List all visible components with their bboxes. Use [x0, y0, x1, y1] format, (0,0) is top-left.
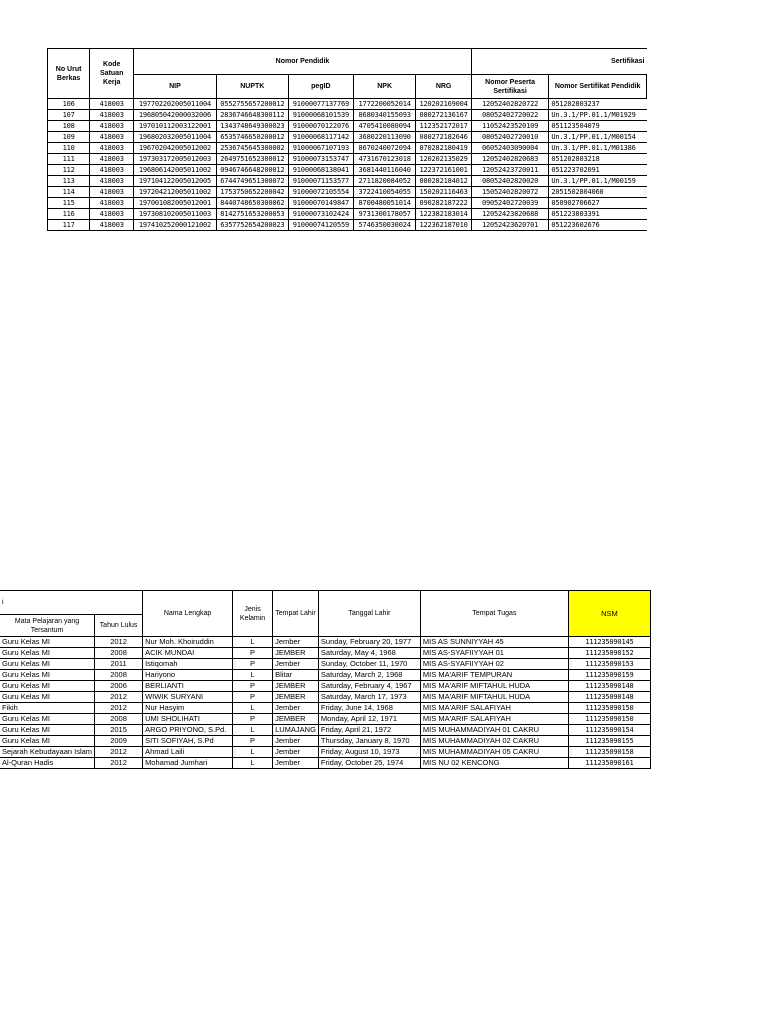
- table-cell: 051123504079: [549, 121, 647, 132]
- header-pegid: pegID: [288, 75, 353, 99]
- table-cell: ARGO PRIYONO, S.Pd.: [143, 725, 233, 736]
- table-cell: 112352172017: [416, 121, 471, 132]
- table-cell: 91000068101539: [288, 110, 353, 121]
- table-cell: Jember: [273, 747, 319, 758]
- table-row: [0, 670, 650, 681]
- table-row: [48, 198, 647, 209]
- teacher-id-table: [47, 48, 647, 231]
- table-cell: 115: [48, 198, 90, 209]
- table-cell: 111235090153: [568, 659, 650, 670]
- table-cell: JEMBER: [273, 692, 319, 703]
- teacher-bio-table-section: [0, 590, 690, 802]
- table-cell: MIS MUHAMMADIYAH 01 CAKRU: [420, 725, 568, 736]
- table-cell: 051202803237: [549, 99, 647, 110]
- table-cell: 108: [48, 121, 90, 132]
- teacher-id-table-body: [48, 99, 647, 231]
- table-row: [48, 110, 647, 121]
- table-cell: 109: [48, 132, 90, 143]
- table-cell: 196702042005012002: [134, 143, 217, 154]
- table-cell: 418003: [90, 176, 134, 187]
- table-cell: 418003: [90, 165, 134, 176]
- table-cell: 110: [48, 143, 90, 154]
- table-cell: 197308102005011003: [134, 209, 217, 220]
- table-cell: 08052402720022: [471, 110, 549, 121]
- table-cell: 4705410080094: [353, 121, 416, 132]
- table-cell: SITI SOFIYAH, S.Pd: [143, 736, 233, 747]
- table-cell: Al-Quran Hadis: [0, 758, 95, 769]
- table-cell: 197702202005011004: [134, 99, 217, 110]
- table-cell: P: [233, 692, 273, 703]
- table-cell: 3680220113090: [353, 132, 416, 143]
- table-cell: 051223602676: [549, 220, 647, 231]
- table-cell: 2012: [95, 703, 143, 714]
- table-cell: MIS NU 02 KENCONG: [420, 758, 568, 769]
- table-cell: 418003: [90, 110, 134, 121]
- table-cell: 197001082005012001: [134, 198, 217, 209]
- table-cell: 050902706627: [549, 198, 647, 209]
- table-cell: Istiqomah: [143, 659, 233, 670]
- table-cell: Guru Kelas MI: [0, 648, 95, 659]
- table-cell: 1753750652200042: [216, 187, 288, 198]
- table-cell: 418003: [90, 154, 134, 165]
- table-cell: Friday, August 10, 1973: [318, 747, 420, 758]
- table-cell: 116: [48, 209, 90, 220]
- table-cell: 3681440116040: [353, 165, 416, 176]
- table-cell: 122362187010: [416, 220, 471, 231]
- table-cell: Guru Kelas MI: [0, 659, 95, 670]
- table-cell: 111235090148: [568, 681, 650, 692]
- table-cell: 051223803391: [549, 209, 647, 220]
- table-cell: Un.3.1/PP.01.1/M01929: [549, 110, 647, 121]
- table-row: [0, 648, 650, 659]
- table-cell: 120202135029: [416, 154, 471, 165]
- table-cell: Guru Kelas MI: [0, 681, 95, 692]
- teacher-id-table-section: [47, 48, 647, 260]
- table-cell: 12052423620701: [471, 220, 549, 231]
- table-cell: P: [233, 648, 273, 659]
- table-cell: 196806142005011002: [134, 165, 217, 176]
- table-cell: Guru Kelas MI: [0, 736, 95, 747]
- table-cell: 15052402820072: [471, 187, 549, 198]
- table-cell: Hariyono: [143, 670, 233, 681]
- table-cell: Guru Kelas MI: [0, 725, 95, 736]
- table-cell: JEMBER: [273, 681, 319, 692]
- table-cell: 4731670123018: [353, 154, 416, 165]
- table-cell: Sejarah Kebudayaan Islam: [0, 747, 95, 758]
- table-cell: 0946746648200012: [216, 165, 288, 176]
- table-cell: 11052423520109: [471, 121, 549, 132]
- table-cell: 111: [48, 154, 90, 165]
- table-cell: L: [233, 703, 273, 714]
- table-cell: 91000073153747: [288, 154, 353, 165]
- table-cell: 090282187222: [416, 198, 471, 209]
- table-cell: 2008: [95, 648, 143, 659]
- table-cell: Un.3.1/PP.01.1/M00154: [549, 132, 647, 143]
- table-cell: 8700480051014: [353, 198, 416, 209]
- table-cell: MIS MA'ARIF TEMPURAN: [420, 670, 568, 681]
- table-cell: JEMBER: [273, 648, 319, 659]
- teacher-bio-table-body: [0, 637, 650, 769]
- table-row: [0, 736, 650, 747]
- table-cell: 111235090152: [568, 648, 650, 659]
- table-cell: 111235090148: [568, 692, 650, 703]
- header-tempat-tugas: Tempat Tugas: [420, 591, 568, 637]
- table-cell: MIS MA'ARIF MIFTAHUL HUDA: [420, 681, 568, 692]
- header-nomor-sertifikat: Nomor Sertifikat Pendidik: [549, 75, 647, 99]
- table-cell: Nur Moh. Khoiruddin: [143, 637, 233, 648]
- table-cell: 91000067107193: [288, 143, 353, 154]
- table-cell: 2015: [95, 725, 143, 736]
- table-cell: Saturday, March 2, 1968: [318, 670, 420, 681]
- table-cell: 418003: [90, 220, 134, 231]
- header-no-urut: No Urut Berkas: [48, 49, 90, 99]
- table-cell: 2649751652300012: [216, 154, 288, 165]
- table-cell: 2536745645300002: [216, 143, 288, 154]
- table-cell: 418003: [90, 209, 134, 220]
- table-cell: 111235090150: [568, 714, 650, 725]
- table-cell: 197204212005011002: [134, 187, 217, 198]
- table-cell: 051223702091: [549, 165, 647, 176]
- table-cell: 8142751653200053: [216, 209, 288, 220]
- header-nsm: NSM: [568, 591, 650, 637]
- table-row: [48, 99, 647, 110]
- table-cell: 1772200052014: [353, 99, 416, 110]
- table-cell: 111235090158: [568, 747, 650, 758]
- table-row: [0, 637, 650, 648]
- table-cell: Saturday, May 4, 1968: [318, 648, 420, 659]
- table-cell: BERLIANTI: [143, 681, 233, 692]
- table-cell: 8670240072094: [353, 143, 416, 154]
- table-row: [48, 187, 647, 198]
- table-cell: 6357752654200023: [216, 220, 288, 231]
- table-cell: 2012: [95, 692, 143, 703]
- table-cell: WIWIK SURYANI: [143, 692, 233, 703]
- table-cell: 5746350030024: [353, 220, 416, 231]
- table-cell: L: [233, 725, 273, 736]
- table-cell: Monday, April 12, 1971: [318, 714, 420, 725]
- table-cell: 418003: [90, 132, 134, 143]
- header-jenis-kelamin: Jenis Kelamin: [233, 591, 273, 637]
- table-cell: 114: [48, 187, 90, 198]
- table-cell: 418003: [90, 187, 134, 198]
- table-cell: MIS AS-SYAFIIYYAH 01: [420, 648, 568, 659]
- table-cell: Un.3.1/PP.01.1/M00159: [549, 176, 647, 187]
- table-cell: ACIK MUNDAI: [143, 648, 233, 659]
- table-cell: 91000070149847: [288, 198, 353, 209]
- header-tahun-lulus: Tahun Lulus: [95, 615, 143, 637]
- table-cell: 117: [48, 220, 90, 231]
- table-cell: 122372161001: [416, 165, 471, 176]
- table-cell: MIS MA'ARIF MIFTAHUL HUDA: [420, 692, 568, 703]
- table-cell: 12052402820722: [471, 99, 549, 110]
- table-cell: 070282180419: [416, 143, 471, 154]
- table-row: [0, 659, 650, 670]
- table-cell: 12052402820683: [471, 154, 549, 165]
- table-cell: P: [233, 714, 273, 725]
- table-cell: UMI SHOLIHATI: [143, 714, 233, 725]
- table-cell: JEMBER: [273, 714, 319, 725]
- header-tempat-lahir: Tempat Lahir: [273, 591, 319, 637]
- header-nuptk: NUPTK: [216, 75, 288, 99]
- table-cell: Thursday, January 8, 1970: [318, 736, 420, 747]
- table-cell: 112: [48, 165, 90, 176]
- table-cell: 3722410054055: [353, 187, 416, 198]
- table-cell: Jember: [273, 703, 319, 714]
- table-cell: 111235090161: [568, 758, 650, 769]
- table-cell: Nur Hasyim: [143, 703, 233, 714]
- table-cell: 122382183014: [416, 209, 471, 220]
- table-cell: 2008: [95, 714, 143, 725]
- table-cell: Blitar: [273, 670, 319, 681]
- table-cell: 111235090145: [568, 637, 650, 648]
- table-cell: Guru Kelas MI: [0, 670, 95, 681]
- table-cell: MIS MUHAMMADIYAH 02 CAKRU: [420, 736, 568, 747]
- header-sertifikasi: Sertifikasi: [471, 49, 646, 75]
- table-cell: 91000071153577: [288, 176, 353, 187]
- table-cell: 106: [48, 99, 90, 110]
- header-nrg: NRG: [416, 75, 471, 99]
- header-tanggal-lahir: Tanggal Lahir: [318, 591, 420, 637]
- table-cell: 107: [48, 110, 90, 121]
- table-cell: 91000077137769: [288, 99, 353, 110]
- table-row: [48, 209, 647, 220]
- table-row: [0, 758, 650, 769]
- table-cell: Friday, October 25, 1974: [318, 758, 420, 769]
- table-row: [48, 165, 647, 176]
- table-cell: 0552755657200012: [216, 99, 288, 110]
- table-cell: 196802032005011004: [134, 132, 217, 143]
- table-cell: MIS MUHAMMADIYAH 05 CAKRU: [420, 747, 568, 758]
- table-row: [0, 747, 650, 758]
- table-cell: 2012: [95, 747, 143, 758]
- table-row: [48, 176, 647, 187]
- table-cell: Friday, June 14, 1968: [318, 703, 420, 714]
- table-cell: Guru Kelas MI: [0, 637, 95, 648]
- table-cell: 2836746648300112: [216, 110, 288, 121]
- table-cell: P: [233, 681, 273, 692]
- table-cell: 197104122005012005: [134, 176, 217, 187]
- table-cell: 12052423720011: [471, 165, 549, 176]
- table-cell: 2011: [95, 659, 143, 670]
- table-cell: 09052402720039: [471, 198, 549, 209]
- table-row: [48, 220, 647, 231]
- table-cell: Friday, April 21, 1972: [318, 725, 420, 736]
- table-cell: MIS AS-SYAFIIYYAH 02: [420, 659, 568, 670]
- table-cell: Guru Kelas MI: [0, 714, 95, 725]
- table-cell: 080272182646: [416, 132, 471, 143]
- table-cell: 418003: [90, 198, 134, 209]
- table-cell: Guru Kelas MI: [0, 692, 95, 703]
- table-cell: 2711820084052: [353, 176, 416, 187]
- table-cell: 051202803218: [549, 154, 647, 165]
- teacher-bio-table: [0, 590, 651, 769]
- table-cell: 111235090159: [568, 670, 650, 681]
- table-cell: 197010112003122001: [134, 121, 217, 132]
- table-cell: Sunday, October 11, 1970: [318, 659, 420, 670]
- header-nomor-peserta: Nomor Peserta Sertifikasi: [471, 75, 549, 99]
- table-cell: 111235090150: [568, 703, 650, 714]
- table-row: [0, 714, 650, 725]
- table-cell: 080282184012: [416, 176, 471, 187]
- table-cell: Jember: [273, 758, 319, 769]
- table-row: [48, 121, 647, 132]
- table-cell: Fikih: [0, 703, 95, 714]
- table-cell: 2008: [95, 670, 143, 681]
- header-kode-satuan: Kode Satuan Kerja: [90, 49, 134, 99]
- table-row: [0, 703, 650, 714]
- table-cell: Un.3.1/PP.01.1/M01386: [549, 143, 647, 154]
- table-cell: LUMAJANG: [273, 725, 319, 736]
- table-cell: 111235090154: [568, 725, 650, 736]
- table-cell: 6744749651300072: [216, 176, 288, 187]
- table-cell: 120202169004: [416, 99, 471, 110]
- table-cell: Jember: [273, 637, 319, 648]
- table-cell: 080272136167: [416, 110, 471, 121]
- table-cell: 196805042000032006: [134, 110, 217, 121]
- table-cell: Ahmad Laili: [143, 747, 233, 758]
- table-cell: P: [233, 736, 273, 747]
- header-nama: Nama Lengkap: [143, 591, 233, 637]
- table-cell: 12052423820688: [471, 209, 549, 220]
- table-cell: L: [233, 758, 273, 769]
- table-row: [0, 681, 650, 692]
- header-mapel: Mata Pelajaran yang Tersantum: [0, 615, 95, 637]
- table-cell: 2009: [95, 736, 143, 747]
- table-cell: Mohamad Jumhari: [143, 758, 233, 769]
- table-cell: MIS MA'ARIF SALAFIYAH: [420, 703, 568, 714]
- table-cell: 111235090155: [568, 736, 650, 747]
- table-cell: 1343748649300023: [216, 121, 288, 132]
- table-cell: 91000068138041: [288, 165, 353, 176]
- table-cell: 91000072105554: [288, 187, 353, 198]
- table-cell: 6535746650200012: [216, 132, 288, 143]
- table-cell: 8440748650300062: [216, 198, 288, 209]
- table-cell: MIS AS SUNNIYYAH 45: [420, 637, 568, 648]
- table-cell: Jember: [273, 736, 319, 747]
- table-cell: 418003: [90, 121, 134, 132]
- table-cell: 91000073102424: [288, 209, 353, 220]
- table-row: [48, 154, 647, 165]
- table-cell: 113: [48, 176, 90, 187]
- table-cell: 08052402720010: [471, 132, 549, 143]
- table-cell: 06052403090004: [471, 143, 549, 154]
- table-cell: 91000074120559: [288, 220, 353, 231]
- table-row: [48, 143, 647, 154]
- table-cell: 91000068117142: [288, 132, 353, 143]
- table-cell: 2012: [95, 637, 143, 648]
- table-cell: 2012: [95, 758, 143, 769]
- table-row: [0, 692, 650, 703]
- table-cell: 418003: [90, 99, 134, 110]
- table-row: [48, 132, 647, 143]
- table-cell: 8680340155093: [353, 110, 416, 121]
- table-cell: Jember: [273, 659, 319, 670]
- table-cell: 9731300178057: [353, 209, 416, 220]
- table-cell: MIS MA'ARIF SALAFIYAH: [420, 714, 568, 725]
- table-cell: 91000070122076: [288, 121, 353, 132]
- table-cell: Saturday, March 17, 1973: [318, 692, 420, 703]
- table-cell: 197303172005012003: [134, 154, 217, 165]
- table-cell: Sunday, February 20, 1977: [318, 637, 420, 648]
- header-partial: i: [0, 591, 143, 615]
- header-nip: NIP: [134, 75, 217, 99]
- table-cell: 418003: [90, 143, 134, 154]
- table-cell: 08052402820020: [471, 176, 549, 187]
- header-nomor-pendidik: Nomor Pendidik: [134, 49, 472, 75]
- table-cell: 197410252000121002: [134, 220, 217, 231]
- table-cell: Saturday, February 4, 1967: [318, 681, 420, 692]
- table-cell: 2006: [95, 681, 143, 692]
- table-cell: L: [233, 670, 273, 681]
- table-cell: P: [233, 659, 273, 670]
- table-cell: 2051502804060: [549, 187, 647, 198]
- table-row: [0, 725, 650, 736]
- table-cell: 150202116463: [416, 187, 471, 198]
- header-npk: NPK: [353, 75, 416, 99]
- table-cell: L: [233, 637, 273, 648]
- table-cell: L: [233, 747, 273, 758]
